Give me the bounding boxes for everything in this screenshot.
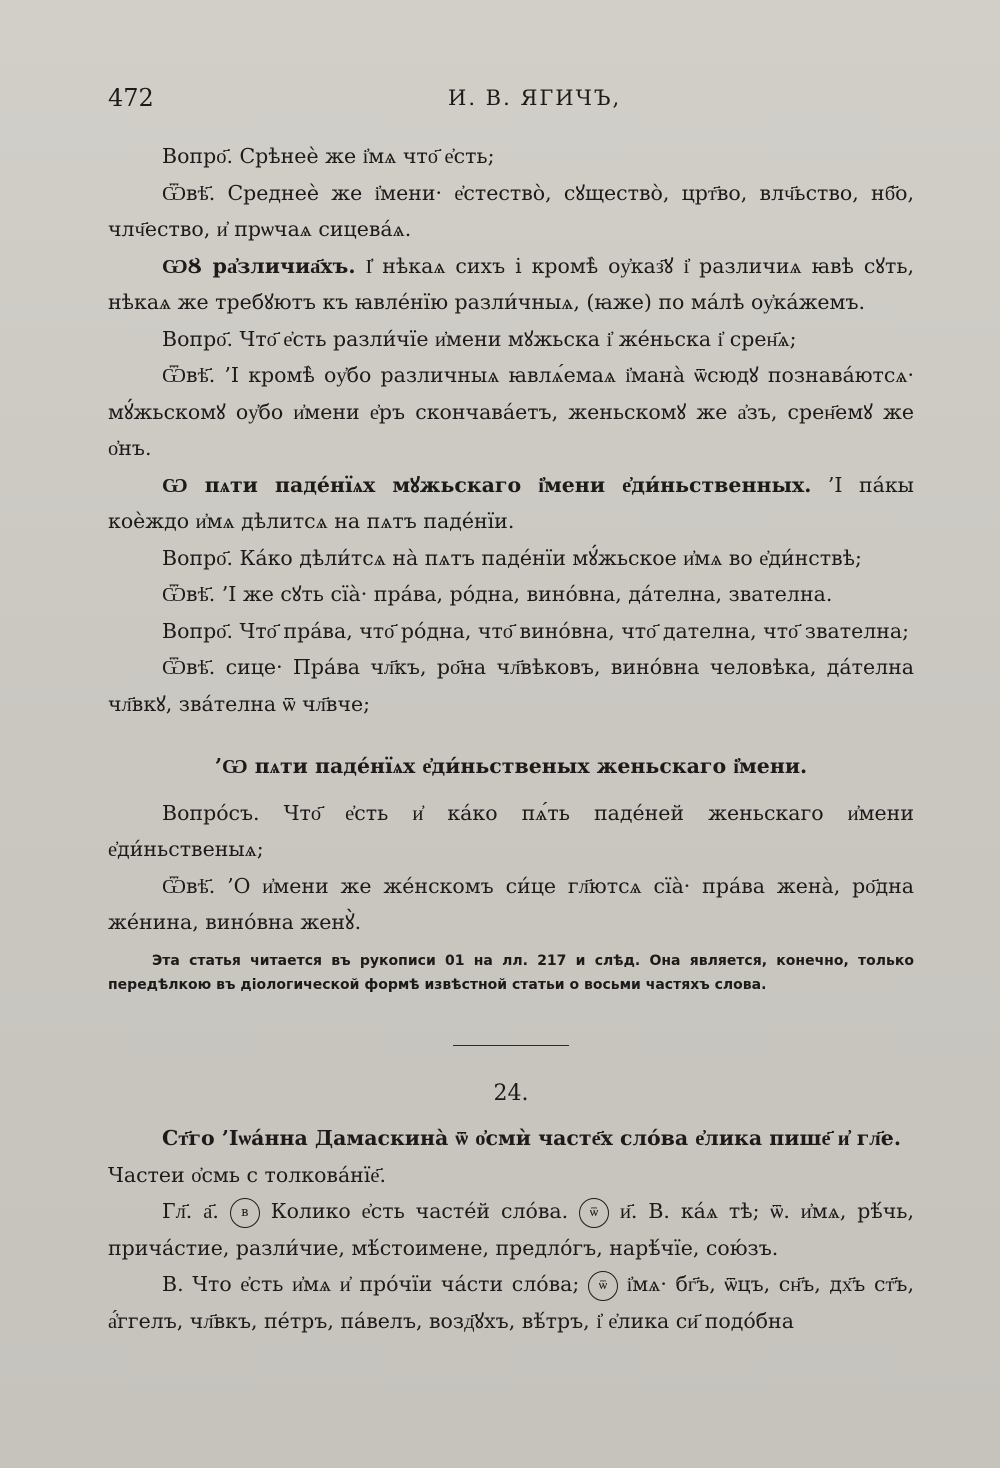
paragraph: Вопро́съ. Что҃ е҆сть и҆ ка́ко пѧ́ть паде́ней женьскаго и҆мени е҆ди́ньственыѧ; bbox=[108, 800, 914, 861]
page-number: 472 bbox=[108, 84, 154, 112]
circled-letter: ѿ bbox=[579, 1198, 609, 1228]
section-subtitle: Частеи о҆смь с толкова́нїе҃. bbox=[108, 1162, 387, 1187]
paragraph: Ѿвѣ҃. сице· Пра́ва чл҃къ, ро҃на чл҃вѣковъ, вино́вна человѣка, да́телна чл҃вкꙋ, зва́телна ѿ чл҃вче; bbox=[108, 655, 914, 716]
running-title: И. В. ЯГИЧЪ, bbox=[448, 86, 622, 110]
paragraph: Ѿвѣ҃. ’І же сꙋть сїа̀· пра́ва, ро́дна, вино́вна, да́телна, звателна. bbox=[162, 582, 833, 606]
inline-heading: ѠȢ ра҆зличиа҃хъ. bbox=[162, 253, 356, 278]
paragraph: Ѿвѣ҃. Среднеѐ же і҆мени· е҆стество̀, сꙋщество̀, црт҃во, влч҃ьство, нб҃о, члч҃ество, и҆ прѡчаѧ сицева́ѧ. bbox=[108, 180, 914, 241]
paragraph: Ѿвѣ҃. ’О и҆мени же же́нскомъ си́це гл҃ютсѧ сїа̀· пра́ва жена̀, ро҃дна же́нина, вино́вна женꙋ̀. bbox=[108, 873, 914, 934]
circled-letter: ѿ bbox=[588, 1271, 618, 1301]
section-title: Ст҃го ’Іѡа́нна Дамаскина̀ ѿ о҆смѝ часте҃х сло́ва е҆лика пише҃ и҆ гл҃е. bbox=[162, 1126, 901, 1150]
main-text bbox=[108, 138, 914, 1339]
paragraph: Ѿвѣ҃. ’І кромѣ̀ оу҆бо различныѧ ꙗвлѧ́емаѧ і҆мана̀ ѿсюдꙋ познава́ютсѧ· мꙋ́жьскомꙋ оу҆бо и҆мени е҆ръ скончава́етъ, женьскомꙋ же а҆зъ, срен҃емꙋ же о҆нъ. bbox=[108, 363, 914, 460]
section-heading: ’Ѡ пѧти паде́нїѧх е҆ди́ньственых женьскаго і҆мени. bbox=[214, 754, 808, 778]
paragraph bbox=[108, 1193, 914, 1266]
section-divider bbox=[453, 1045, 569, 1046]
paragraph-lead: В. Что е҆сть и҆мѧ и҆ про́чїи ча́сти сло́ва; bbox=[162, 1272, 580, 1296]
circled-letter: в bbox=[230, 1198, 260, 1228]
paragraph bbox=[108, 1120, 914, 1157]
footnote: Эта статья читается въ рукописи 01 на лл. 217 и слѣд. Она является, конечно, только передѣлкою въ діологической формѣ извѣстной статьи о восьми частяхъ слова. bbox=[108, 952, 914, 993]
paragraph-text: Колико е҆сть часте́й сло́ва. bbox=[270, 1199, 569, 1223]
paragraph-text: і҆мѧ· бг҃ъ, ѿцъ, сн҃ъ, дх҃ъ ст҃ъ, а҆́ггелъ, чл҃вкъ, пе́тръ, па́велъ, возд҃ꙋхъ, вѣ́тръ, і҆ е҆лика си҃ подо́бна bbox=[108, 1272, 914, 1333]
paragraph: Вопро҃. Ка́ко дѣли́тсѧ на̀ пѧтъ паде́нїи мꙋ́жьское и҆мѧ во е҆ди́нствѣ; bbox=[162, 545, 862, 570]
paragraph bbox=[108, 248, 914, 321]
paragraph: Вопро҃. Что҃ пра́ва, что҃ ро́дна, что҃ вино́вна, что҃ дателна, что҃ звателна; bbox=[162, 618, 910, 643]
paragraph-text: и҃. В. ка́ѧ тѣ; ѿ. и҆мѧ, рѣ́чь, прича́стие, разли́чие, мѣ́стоимене, предло́гъ, нарѣ́чїе, сою́зъ. bbox=[108, 1199, 914, 1260]
inline-heading: Ѡ пѧти паде́нїѧх мꙋжьскаго і҆мени е҆ди́ньственных. bbox=[162, 472, 812, 497]
page-header bbox=[108, 84, 910, 124]
paragraph: Вопро҃. Срѣнеѐ же і҆мѧ что҃ е҆сть; bbox=[162, 144, 495, 168]
paragraph-text: І҆ нѣкаѧ сихъ і кромѣ̀ оу҆каз҃ꙋ і҆ различиѧ ꙗвѣ сꙋть, нѣкаѧ же требꙋютъ къ ꙗвле́нїю разли́чныѧ, (ꙗже) по ма́лѣ оу҆ка́жемъ. bbox=[108, 253, 914, 314]
paragraph-text: ’І па́кы коѐждо и҆мѧ дѣлитсѧ на пѧтъ паде́нїи. bbox=[108, 472, 914, 533]
paragraph bbox=[108, 467, 914, 540]
paragraph-lead: Гл҃. а҃. bbox=[162, 1199, 219, 1223]
section-number: 24. bbox=[493, 1080, 529, 1106]
paragraph bbox=[108, 1266, 914, 1339]
paragraph: Вопро҃. Что҃ е҆сть разли́чїе и҆мени мꙋжьска і҆ же́ньска і҆ срен҃ѧ; bbox=[162, 326, 797, 351]
